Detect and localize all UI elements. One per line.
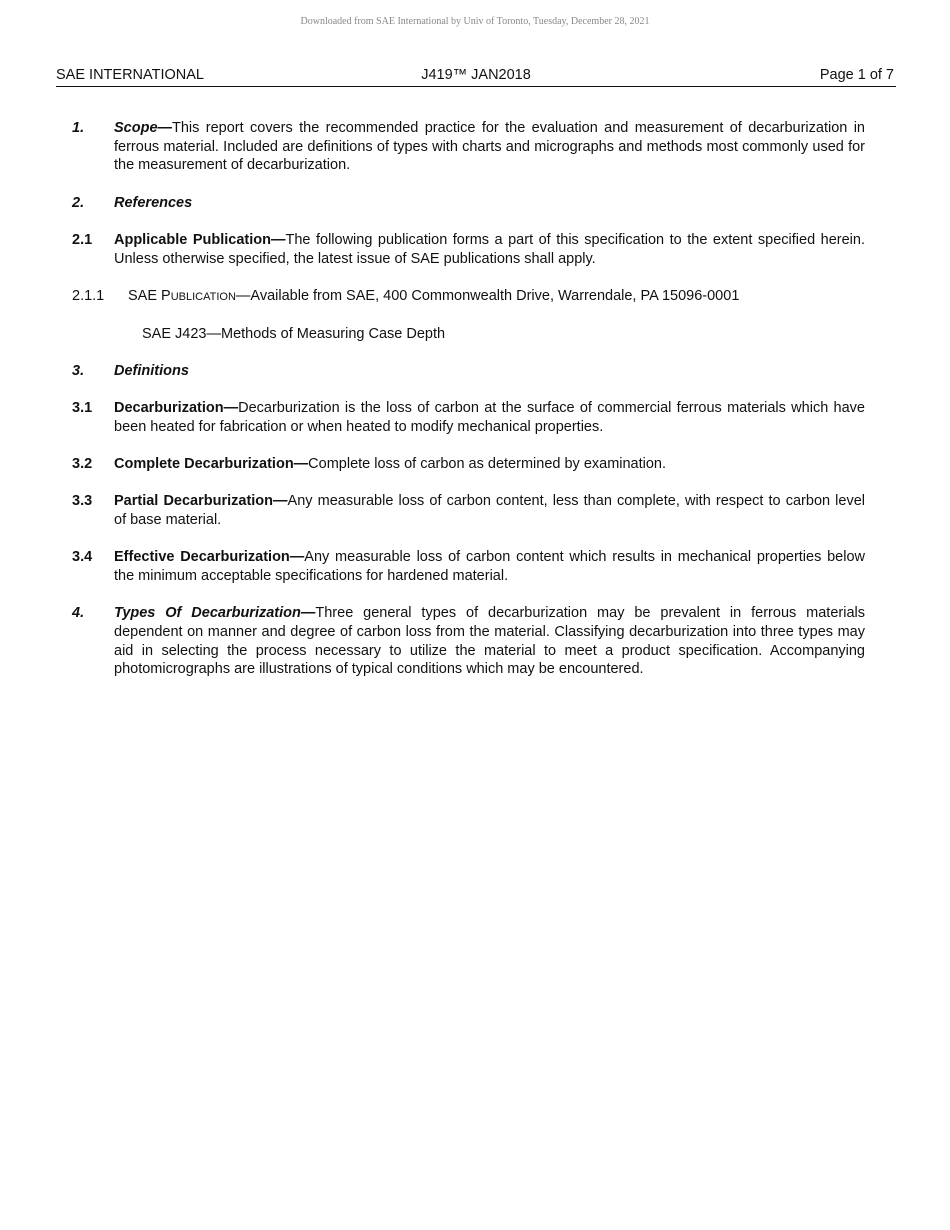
section-title: Applicable Publication—: [114, 231, 286, 248]
section-number: 3.1: [72, 400, 93, 417]
header-page-number: Page 1 of 7: [819, 67, 894, 83]
section-number: 4.: [72, 605, 85, 622]
section-title: Complete Decarburization—: [114, 456, 309, 473]
section-number: 3.3: [72, 493, 93, 510]
section-title: Partial Decarburization—: [114, 493, 288, 510]
download-watermark: Downloaded from SAE International by Univ of Toronto, Tuesday, December 28, 2021: [300, 16, 650, 27]
section-number: 2.1.1: [72, 287, 105, 304]
section-title: References: [114, 194, 193, 211]
section-4-types-of-decarburization: [72, 604, 865, 679]
section-title: Definitions: [114, 363, 189, 380]
section-number: 3.: [72, 363, 85, 380]
section-title: Scope—: [114, 120, 173, 136]
section-title-start: SAE P: [128, 287, 171, 304]
section-3-4-effective-decarburization: [72, 548, 865, 585]
section-number: 1.: [72, 120, 85, 136]
section-number: 2.1: [72, 231, 93, 248]
document-body: [72, 119, 865, 698]
section-text: Three general types of decarburization may be prevalent in ferrous materials dependent on manner and degree of carbon loss from the material. Classifying decarburization into three types may aid in selecting the process necessary to utilize the material to meet a product specification. Accompanying photomicrographs are illustrations of typical conditions which may be encountered.: [114, 605, 865, 678]
section-1-scope: [72, 119, 865, 175]
section-text: Any measurable loss of carbon content which results in mechanical properties below the minimum acceptable specifications for hardened material.: [114, 549, 865, 585]
section-title-smallcaps: UBLICATION: [170, 290, 236, 303]
section-title: Decarburization—: [114, 400, 239, 417]
section-3-definitions: [72, 362, 865, 381]
section-text: This report covers the recommended practice for the evaluation and measurement of decarburization in ferrous material. Included are definitions of types with charts and micrographs and methods most commonly used for the measurement of decarburization.: [114, 120, 865, 174]
section-3-3-partial-decarburization: [72, 492, 865, 529]
section-number: 3.2: [72, 456, 93, 473]
section-2-1-1-sae-publication: [72, 287, 865, 307]
section-3-2-complete-decarburization: [72, 455, 865, 474]
section-2-references: [72, 194, 865, 213]
section-text: —Available from SAE, 400 Commonwealth Drive, Warrendale, PA 15096-0001: [235, 287, 740, 304]
section-number: 3.4: [72, 549, 93, 566]
section-text: Any measurable loss of carbon content, less than complete, with respect to carbon level of base material.: [114, 493, 866, 529]
page-header: [56, 66, 896, 87]
reference-text: SAE J423—Methods of Measuring Case Depth: [142, 325, 446, 342]
section-2-1-applicable-publication: [72, 231, 865, 268]
reference-sae-j423: [72, 325, 865, 344]
section-title: Types Of Decarburization—: [114, 605, 316, 622]
section-text: Complete loss of carbon as determined by examination.: [308, 456, 667, 473]
section-text: The following publication forms a part of this specification to the extent specified herein. Unless otherwise specified, the latest issue of SAE publications shall apply.: [114, 231, 865, 267]
section-3-1-decarburization: [72, 399, 865, 436]
section-number: 2.: [72, 194, 85, 211]
header-organization: SAE INTERNATIONAL: [56, 67, 204, 83]
section-text: Decarburization is the loss of carbon at the surface of commercial ferrous materials which have been heated for fabrication or when heated to modify mechanical properties.: [114, 400, 865, 436]
header-document-id: J419™ JAN2018: [421, 67, 531, 83]
section-title: Effective Decarburization—: [114, 549, 305, 566]
